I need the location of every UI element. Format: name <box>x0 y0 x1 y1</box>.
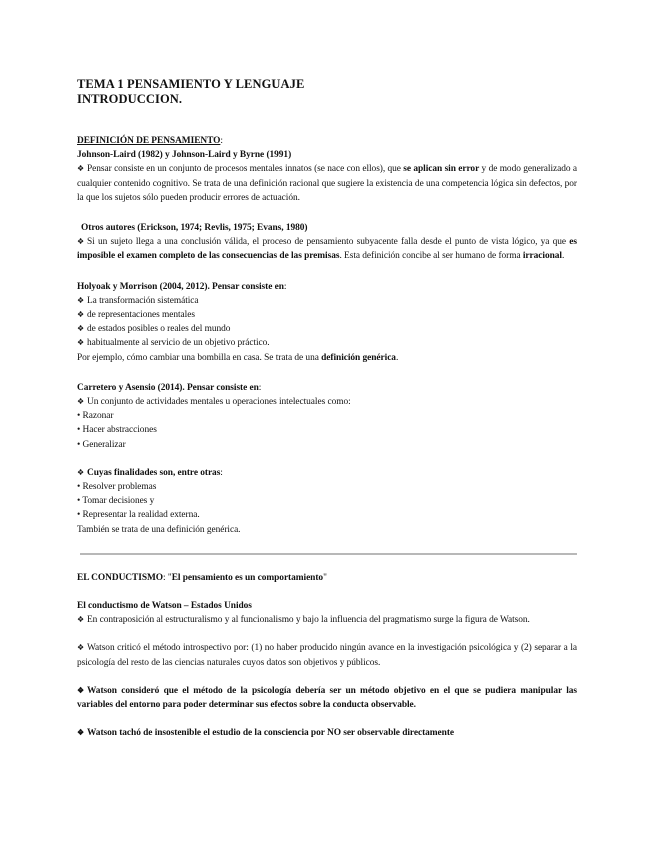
document-page <box>77 77 577 741</box>
section-heading-otros-autores: Otros autores (Erickson, 1974; Revlis, 1975; Evans, 1980) <box>81 223 308 234</box>
document-title: TEMA 1 PENSAMIENTO Y LENGUAJE <box>77 77 305 91</box>
section-authors: Johnson-Laird (1982) y Johnson-Laird y Byrne (1991) <box>77 150 292 161</box>
diamond-bullet-icon: ❖ <box>77 237 85 247</box>
diamond-bullet-icon: ❖ <box>77 164 85 174</box>
diamond-bullet-icon: ❖ <box>77 685 85 695</box>
paragraph: ❖ Si un sujeto llega a una conclusión válida, el proceso de pensamiento subyacente falla desde el punto de vista lógico, ya que es imposible el examen completo de las consecuencias de las premisas. Esta definición concibe al ser humano de forma irracional. <box>77 237 577 262</box>
list-item: • Tomar decisiones y <box>77 496 155 507</box>
section-heading-conductismo: EL CONDUCTISMO: "El pensamiento es un comportamiento" <box>77 572 327 583</box>
diamond-bullet-icon: ❖ <box>77 728 85 738</box>
list-item: • Representar la realidad externa. <box>77 510 200 521</box>
list-item: ❖ Un conjunto de actividades mentales u operaciones intelectuales como: <box>77 395 577 409</box>
paragraph: ❖ Pensar consiste en un conjunto de procesos mentales innatos (se nace con ellos), que se aplican sin error y de modo generalizado a cualquier contenido cognitivo. Se trata de una definición racional que sugiere la existencia de una competencia lógica sin defectos, por la que los sujetos sólo pueden producir errores de actuación. <box>77 164 577 203</box>
horizontal-divider <box>80 553 577 555</box>
diamond-bullet-icon: ❖ <box>77 338 85 348</box>
subheading-watson: El conductismo de Watson – Estados Unidos <box>77 601 252 612</box>
paragraph: También se trata de una definición genérica. <box>77 524 241 535</box>
section-heading-definicion: DEFINICIÓN DE PENSAMIENTO: <box>77 136 223 146</box>
list-item: ❖ La transformación sistemática <box>77 294 577 308</box>
subheading-finalidades: ❖ Cuyas finalidades son, entre otras: <box>77 466 577 480</box>
section-heading-carretero: Carretero y Asensio (2014). Pensar consiste en: <box>77 382 262 393</box>
paragraph: ❖ Watson consideró que el método de la psicología debería ser un método objetivo en el que se pudiera manipular las variables del entorno para poder determinar sus efectos sobre la conducta observable. <box>77 685 577 711</box>
list-item: • Razonar <box>77 411 114 422</box>
paragraph: ❖ Watson criticó el método introspectivo por: (1) no haber producido ningún avance en la investigación psicológica y (2) separar a la psicología del resto de las ciencias naturales cuyos datos son objetivos y públicos. <box>77 643 577 668</box>
paragraph: ❖ En contraposición al estructuralismo y al funcionalismo y bajo la influencia del pragmatismo surge la figura de Watson. <box>77 613 577 627</box>
diamond-bullet-icon: ❖ <box>77 295 85 305</box>
list-item: • Resolver problemas <box>77 482 157 493</box>
list-item: • Generalizar <box>77 439 126 450</box>
paragraph: Por ejemplo, cómo cambiar una bombilla en casa. Se trata de una definición genérica. <box>77 352 399 363</box>
diamond-bullet-icon: ❖ <box>77 467 85 477</box>
diamond-bullet-icon: ❖ <box>77 310 85 320</box>
list-item: ❖ habitualmente al servicio de un objetivo práctico. <box>77 336 577 350</box>
diamond-bullet-icon: ❖ <box>77 643 85 653</box>
list-item: ❖ de estados posibles o reales del mundo <box>77 322 577 336</box>
diamond-bullet-icon: ❖ <box>77 397 85 407</box>
list-item: • Hacer abstracciones <box>77 425 157 436</box>
document-subtitle: INTRODUCCION. <box>77 92 183 106</box>
list-item: ❖ de representaciones mentales <box>77 308 577 322</box>
paragraph: ❖ Watson tachó de insostenible el estudio de la consciencia por NO ser observable directamente <box>77 726 577 740</box>
section-heading-holyoak: Holyoak y Morrison (2004, 2012). Pensar consiste en: <box>77 281 287 292</box>
diamond-bullet-icon: ❖ <box>77 324 85 334</box>
diamond-bullet-icon: ❖ <box>77 615 85 625</box>
